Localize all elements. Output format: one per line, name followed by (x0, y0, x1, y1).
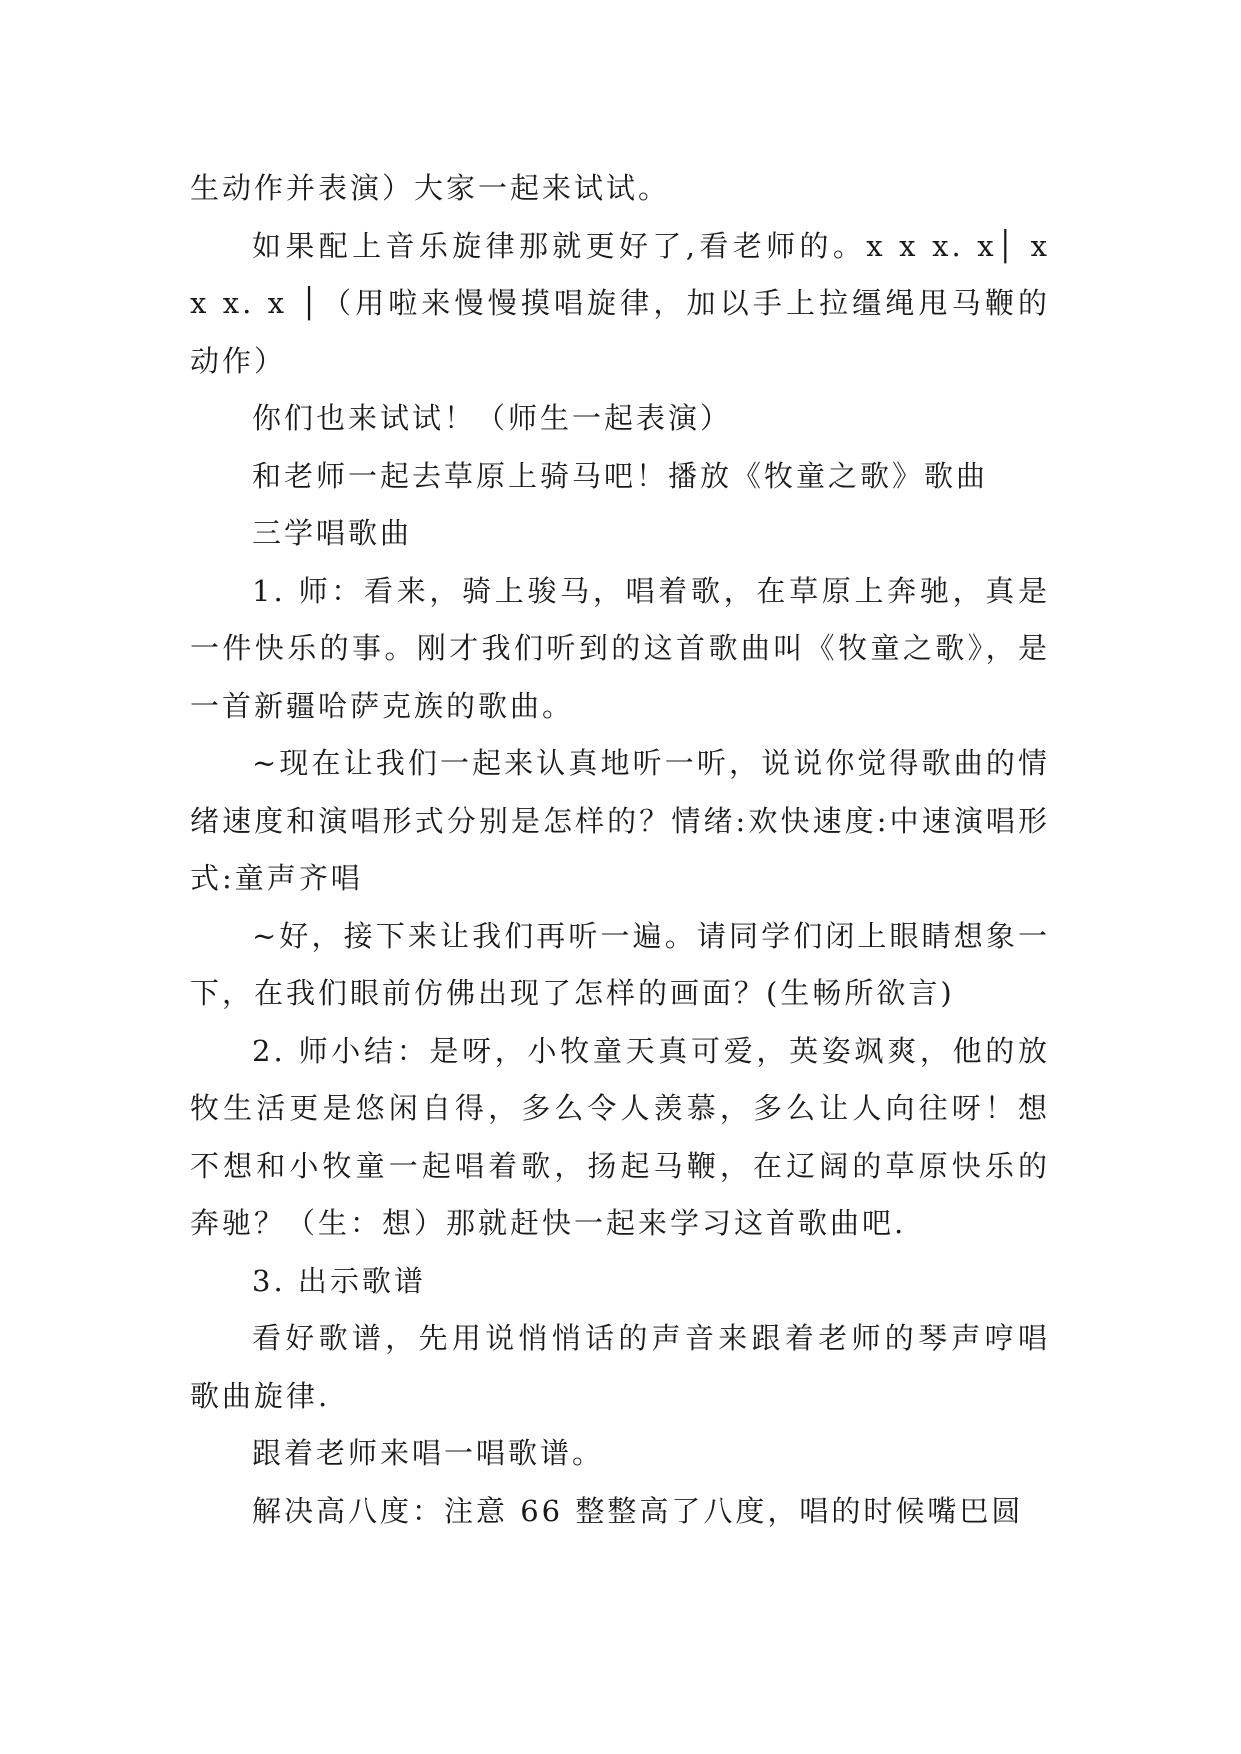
paragraph-4: 和老师一起去草原上骑马吧！播放《牧童之歌》歌曲 (252, 458, 989, 493)
paragraph-8: ~好，接下来让我们再听一遍。请同学们闭上眼睛想象一下，在我们眼前仿佛出现了怎样的画面？(生畅所欲言) (190, 918, 1050, 1010)
paragraph-10: 3. 出示歌谱 (252, 1263, 426, 1298)
document-body (190, 160, 1050, 1540)
section-heading: 三学唱歌曲 (252, 516, 413, 550)
paragraph-6: 1. 师：看来，骑上骏马，唱着歌，在草原上奔驰，真是一件快乐的事。刚才我们听到的这首歌曲叫《牧童之歌》，是一首新疆哈萨克族的歌曲。 (190, 573, 1050, 723)
paragraph-11: 看好歌谱，先用说悄悄话的声音来跟着老师的琴声哼唱歌曲旋律. (190, 1321, 1050, 1413)
paragraph-7: ~现在让我们一起来认真地听一听，说说你觉得歌曲的情绪速度和演唱形式分别是怎样的？情绪:欢快速度:中速演唱形式:童声齐唱 (190, 746, 1050, 895)
paragraph-9: 2. 师小结：是呀，小牧童天真可爱，英姿飒爽，他的放牧生活更是悠闲自得，多么令人羡慕，多么让人向往呀！想不想和小牧童一起唱着歌，扬起马鞭，在辽阔的草原快乐的奔驰？（生：想）那就赶快一起来学习这首歌曲吧. (190, 1033, 1050, 1240)
paragraph-2: 如果配上音乐旋律那就更好了,看老师的。x x x. x│ x x x. x │（用啦来慢慢摸唱旋律，加以手上拉缰绳甩马鞭的动作） (190, 228, 1050, 378)
paragraph-1: 生动作并表演）大家一起来试试。 (190, 171, 671, 205)
paragraph-3: 你们也来试试！（师生一起表演） (252, 401, 733, 435)
paragraph-12: 跟着老师来唱一唱歌谱。 (252, 1436, 605, 1470)
paragraph-13: 解决高八度：注意 66 整整高了八度，唱的时候嘴巴圆 (252, 1493, 1024, 1528)
